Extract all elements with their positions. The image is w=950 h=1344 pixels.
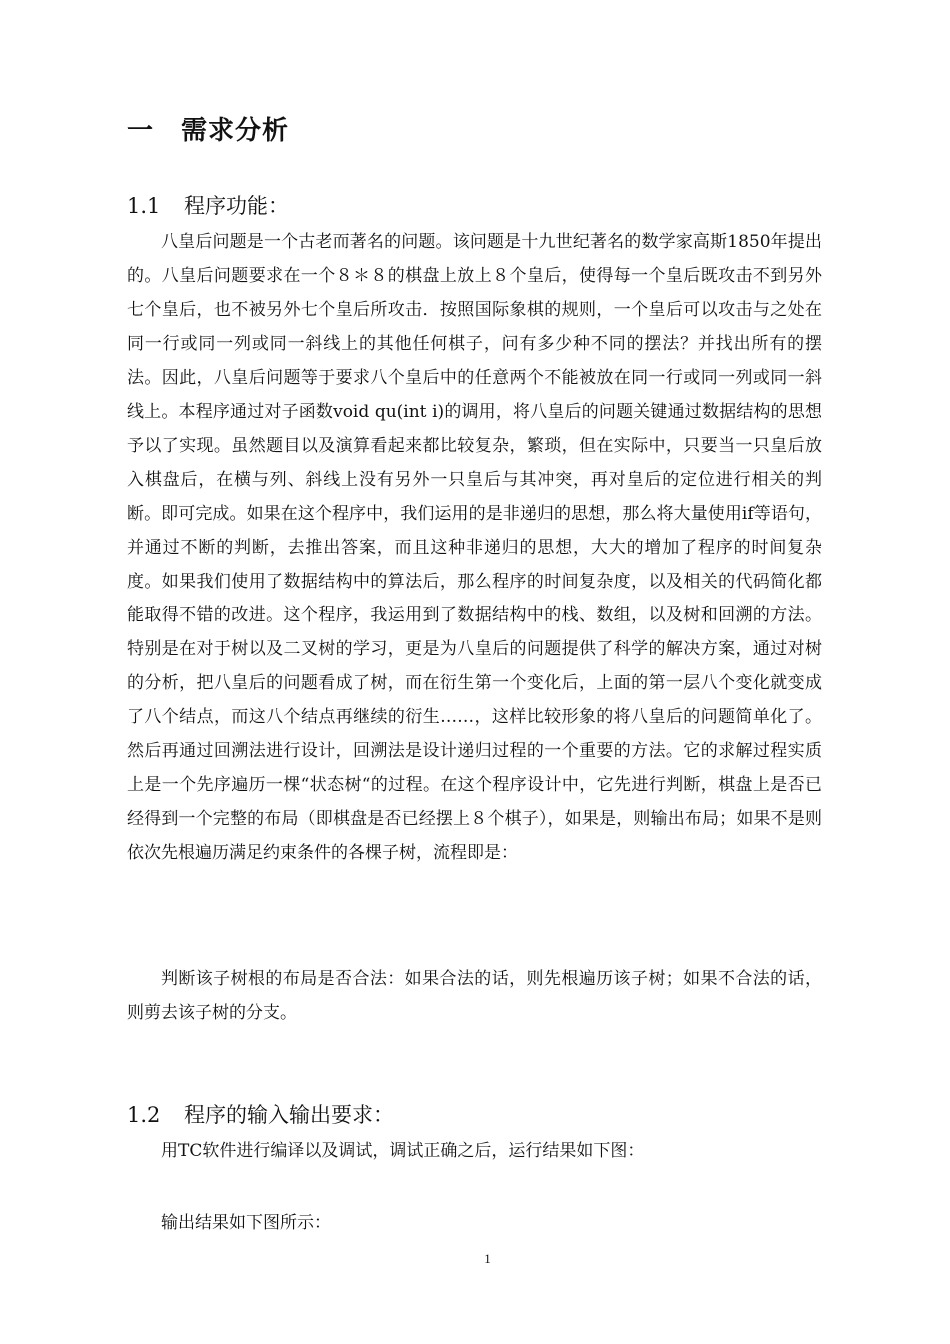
body-paragraph: 用TC软件进行编译以及调试，调试正确之后，运行结果如下图： [161, 1141, 645, 1161]
section-heading-1-2 [127, 1099, 394, 1129]
chapter-heading [127, 110, 289, 147]
section-title: 程序功能： [184, 194, 289, 218]
chapter-number: 一 [127, 116, 155, 146]
section-heading-1-1 [127, 190, 289, 220]
section-number: 1.2 [127, 1103, 161, 1127]
section-number: 1.1 [127, 194, 161, 218]
body-paragraph: 判断该子树根的布局是否合法：如果合法的话，则先根遍历该子树；如果不合法的话，则剪去该子树的分支。 [127, 969, 822, 1023]
page-number: 1 [484, 1251, 491, 1266]
body-paragraph: 输出结果如下图所示： [161, 1213, 331, 1233]
chapter-title: 需求分析 [181, 116, 290, 146]
body-paragraph: 八皇后问题是一个古老而著名的问题。该问题是十九世纪著名的数学家高斯1850年提出的。八皇后问题要求在一个８＊８的棋盘上放上８个皇后，使得每一个皇后既攻击不到另外七个皇后，也不被另外七个皇后所攻击．按照国际象棋的规则，一个皇后可以攻击与之处在同一行或同一列或同一斜线上的其他任何棋子，问有多少种不同的摆法？并找出所有的摆法。因此，八皇后问题等于要求八个皇后中的任意两个不能被放在同一行或同一列或同一斜线上。本程序通过对子函数void qu(int i)的调用，将八皇后的问题关键通过数据结构的思想予以了实现。虽然题目以及演算看起来都比较复杂，繁琐，但在实际中，只要当一只皇后放入棋盘后，在横与列、斜线上没有另外一只皇后与其冲突，再对皇后的定位进行相关的判断。即可完成。如果在这个程序中，我们运用的是非递归的思想，那么将大量使用if等语句，并通过不断的判断，去推出答案，而且这种非递归的思想，大大的增加了程序的时间复杂度。如果我们使用了数据结构中的算法后，那么程序的时间复杂度，以及相关的代码简化都能取得不错的改进。这个程序，我运用到了数据结构中的栈、数组，以及树和回溯的方法。特别是在对于树以及二叉树的学习，更是为八皇后的问题提供了科学的解决方案，通过对树的分析，把八皇后的问题看成了树，而在衍生第一个变化后，上面的第一层八个变化就变成了八个结点，而这八个结点再继续的衍生……，这样比较形象的将八皇后的问题简单化了。然后再通过回溯法进行设计，回溯法是设计递归过程的一个重要的方法。它的求解过程实质上是一个先序遍历一棵“状态树“的过程。在这个程序设计中，它先进行判断，棋盘上是否已经得到一个完整的布局（即棋盘是否已经摆上８个棋子），如果是，则输出布局；如果不是则依次先根遍历满足约束条件的各棵子树，流程即是： [127, 232, 822, 864]
section-title: 程序的输入输出要求： [184, 1103, 394, 1127]
